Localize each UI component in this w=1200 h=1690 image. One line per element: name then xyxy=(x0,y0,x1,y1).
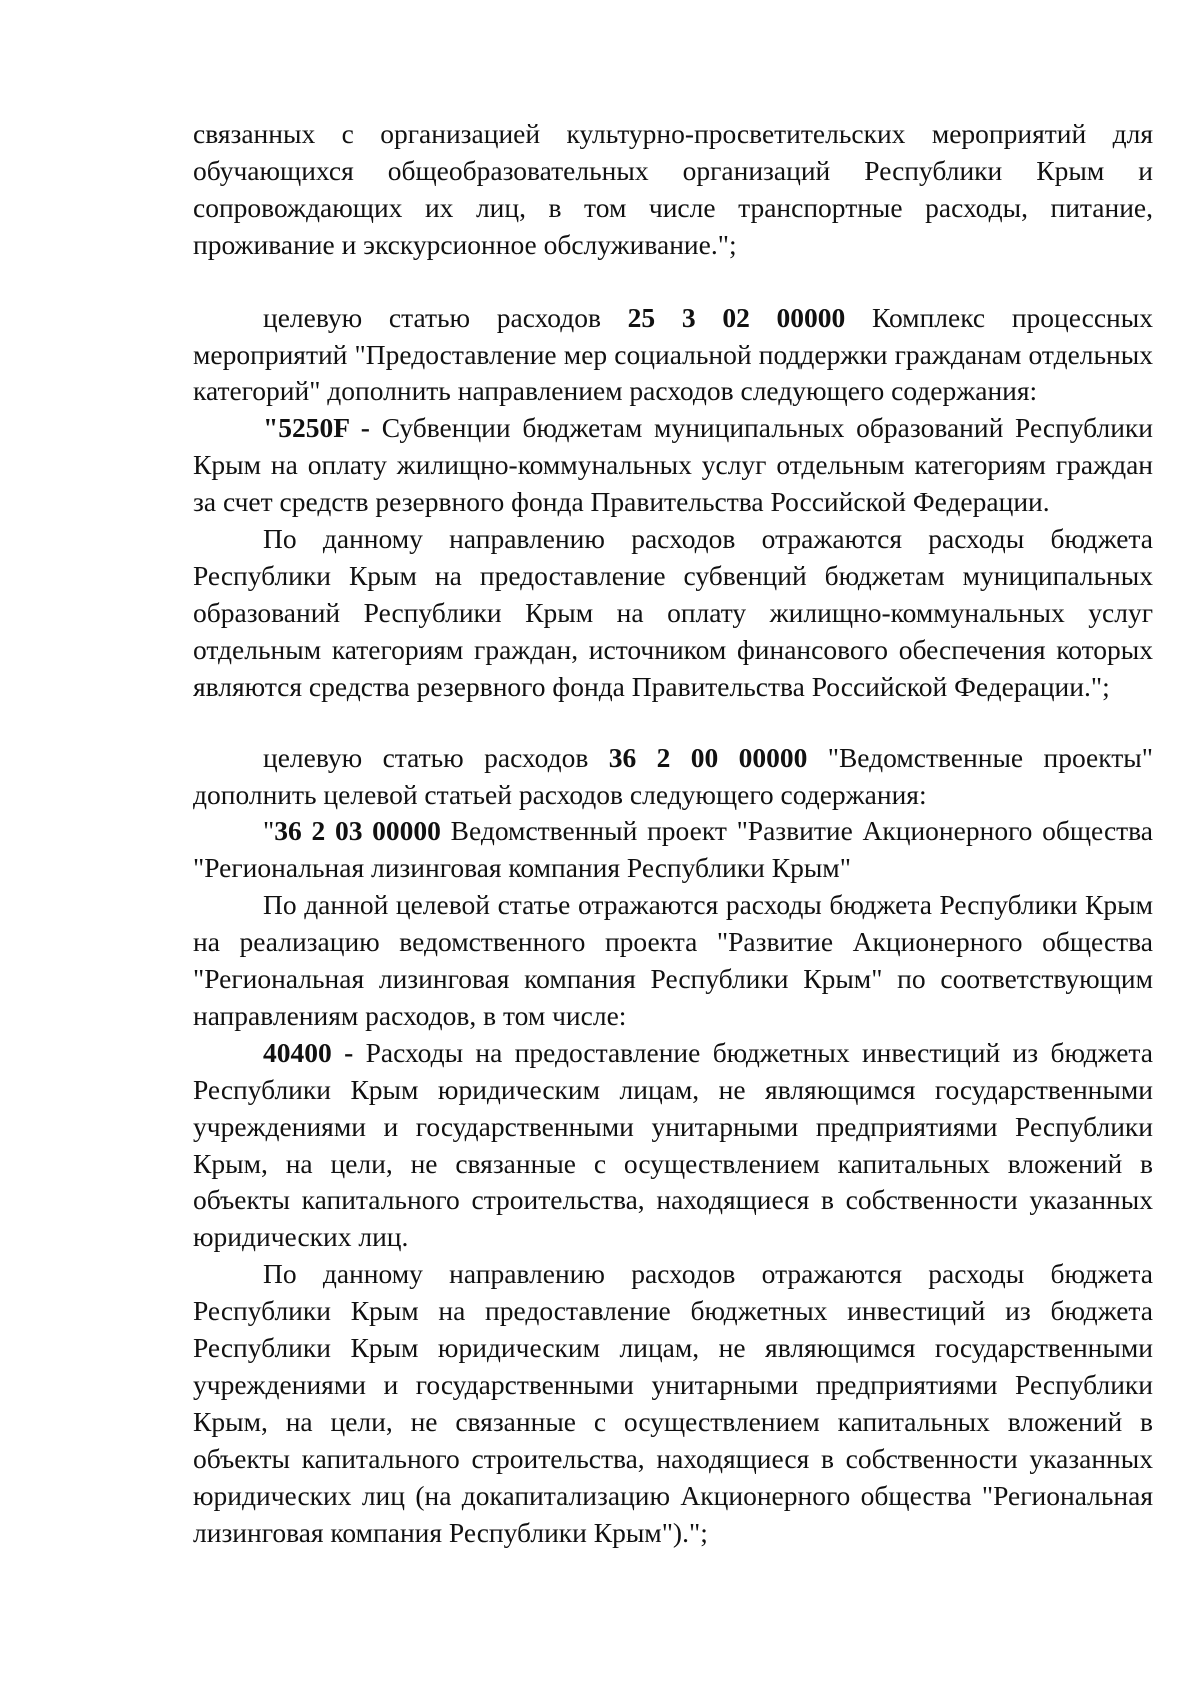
document-page xyxy=(193,116,1153,1552)
paragraph-spacer xyxy=(193,706,1153,740)
paragraph-direction-40400 xyxy=(193,1035,1153,1256)
paragraph-text: Расходы на предоставление бюджетных инвестиций из бюджета Республики Крым юридическим лицам, не являющимся государственными учреждениями и государственными унитарными предприятиями Республики Крым, на цели, не связанные с осуществлением капитальных вложений в объекты капитального строительства, находящиеся в собственности указанных юридических лиц. xyxy=(193,1036,1153,1253)
budget-code: 36 2 03 00000 xyxy=(274,815,441,847)
budget-code: 25 3 02 00000 xyxy=(627,301,846,333)
paragraph-continuation xyxy=(193,116,1153,264)
paragraph-target-article-36-2-03 xyxy=(193,813,1153,887)
paragraph-text: целевую статью расходов xyxy=(263,741,609,773)
paragraph-text: Субвенции бюджетам муниципальных образований Республики Крым на оплату жилищно-коммунальных услуг отдельным категориям граждан за счет средств резервного фонда Правительства Российской Федерации. xyxy=(193,412,1153,518)
paragraph-text: " xyxy=(263,815,275,847)
paragraph-text: связанных с организацией культурно-просветительских мероприятий для обучающихся общеобразовательных организаций Республики Крым и сопровождающих их лиц, в том числе транспортные расходы, питание, проживание и экскурсионное обслуживание."; xyxy=(193,118,1153,260)
paragraph-direction-5250f xyxy=(193,410,1153,521)
paragraph-target-article-36 xyxy=(193,740,1153,814)
paragraph-text: По данному направлению расходов отражаются расходы бюджета Республики Крым на предоставление бюджетных инвестиций из бюджета Республики Крым юридическим лицам, не являющимся государственными учреждениями и государственными унитарными предприятиями Республики Крым, на цели, не связанные с осуществлением капитальных вложений в объекты капитального строительства, находящиеся в собственности указанных юридических лиц (на докапитализацию Акционерного общества "Региональная лизинговая компания Республики Крым")."; xyxy=(193,1258,1153,1548)
paragraph-direction-40400-description xyxy=(193,1256,1153,1551)
paragraph-target-article-25 xyxy=(193,300,1153,411)
budget-code: "5250F - xyxy=(263,412,382,444)
paragraph-text: "Ведомственные проекты" дополнить целевой статьей расходов следующего содержания: xyxy=(193,741,1153,810)
paragraph-text: Ведомственный проект "Развитие Акционерного общества "Региональная лизинговая компания Республики Крым" xyxy=(193,815,1154,884)
paragraph-text: целевую статью расходов xyxy=(263,301,628,333)
paragraph-text: По данному направлению расходов отражаются расходы бюджета Республики Крым на предоставление субвенций бюджетам муниципальных образований Республики Крым на оплату жилищно-коммунальных услуг отдельным категориям граждан, источником финансового обеспечения которых являются средства резервного фонда Правительства Российской Федерации."; xyxy=(193,523,1153,702)
paragraph-text: По данной целевой статье отражаются расходы бюджета Республики Крым на реализацию ведомственного проекта "Развитие Акционерного общества "Региональная лизинговая компания Республики Крым" по соответствующим направлениям расходов, в том числе: xyxy=(193,889,1153,1031)
budget-code: 40400 - xyxy=(263,1036,366,1068)
paragraph-spacer xyxy=(193,264,1153,300)
paragraph-target-article-description xyxy=(193,887,1153,1035)
paragraph-text: Комплекс процессных мероприятий "Предоставление мер социальной поддержки гражданам отдельных категорий" дополнить направлением расходов следующего содержания: xyxy=(193,301,1153,407)
paragraph-direction-5250f-description xyxy=(193,521,1153,706)
budget-code: 36 2 00 00000 xyxy=(608,741,808,773)
